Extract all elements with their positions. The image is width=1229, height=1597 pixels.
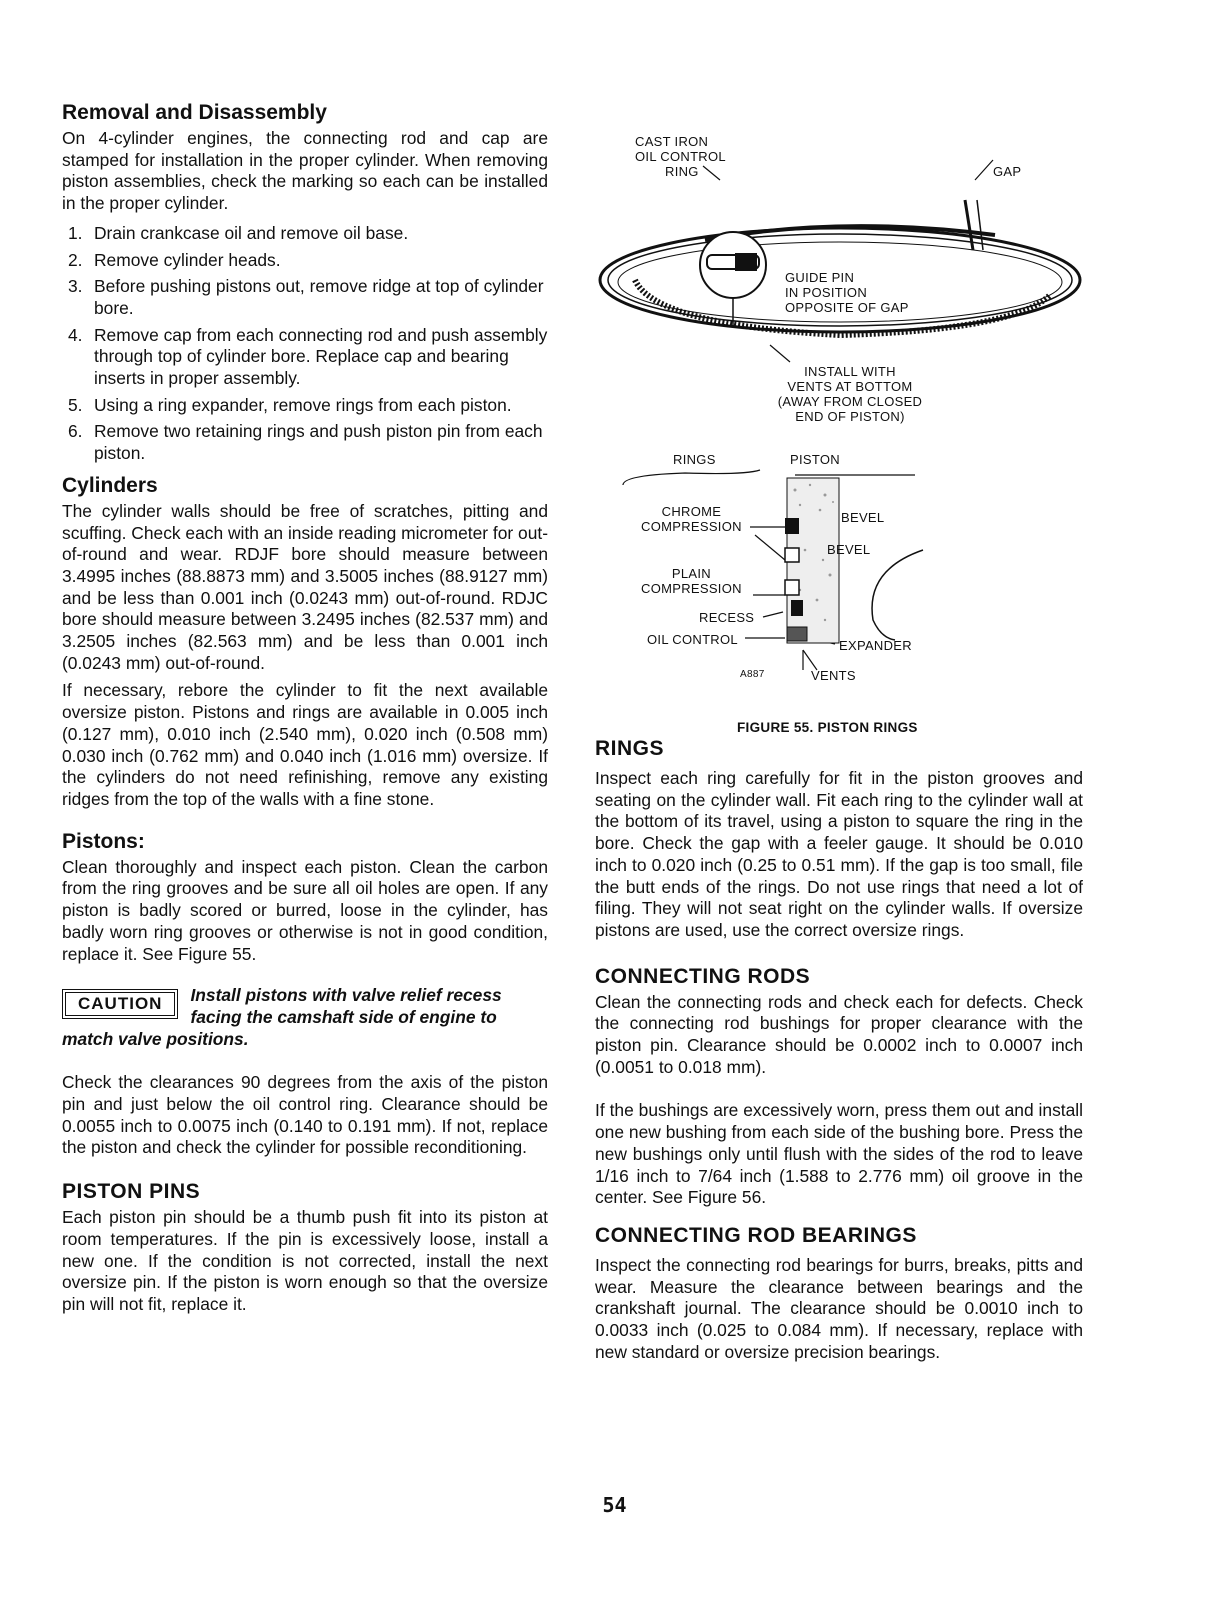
- pistons-paragraph-2: Check the clearances 90 degrees from the axis of the piston pin and just below the oil control ring. Clearance should be 0.0055 inch to 0.0075 inch (0.140 to 0.191 mm). If not, replace the piston and check the cylinder for possible reconditioning.: [62, 1072, 548, 1158]
- label-bevel-2: BEVEL: [827, 542, 871, 557]
- caution-text: Install pistons with valve relief recess facing the camshaft side of engine to match valve positions.: [62, 985, 502, 1049]
- connecting-rods-paragraph-2: If the bushings are excessively worn, press them out and install one new bushing from each side of the bushing bore. Press the new bushings only until flush with the sides of the rod to leave 1/16 inch to 7/64 inch (1.588 to 2.776 mm) oil groove in the center. See Figure 56.: [595, 1100, 1083, 1208]
- cylinders-heading: Cylinders: [62, 473, 158, 497]
- removal-heading: Removal and Disassembly: [62, 101, 327, 124]
- list-item: 6. Remove two retaining rings and push piston pin from each piston.: [68, 421, 543, 464]
- label-figure-code: A887: [740, 669, 765, 680]
- rings-paragraph: Inspect each ring carefully for fit in the piston grooves and seating on the cylinder wall. Fit each ring to the cylinder wall at the bottom of its travel, using a piston to square the ring in the bore. Check the gap with a feeler gauge. It should be 0.010 inch to 0.020 inch (0.25 to 0.51 mm). If the gap is too small, file the butt ends of the rings. Do not use rings that need a lot of filing. They will not seat right on the cylinder walls. If oversize pistons are used, use the correct oversize rings.: [595, 768, 1083, 940]
- removal-steps: [62, 223, 548, 465]
- cylinders-paragraph-1: The cylinder walls should be free of scratches, pitting and scuffing. Check each with an inside reading micrometer for out-of-round and wear. RDJF bore should measure between 3.4995 inches (88.8873 mm) and 3.5005 inches (88.9127 mm) and be less than 0.001 inch (0.0243 mm) out-of-round. RDJC bore should measure between 3.2495 inches (82.537 mm) and 3.2505 inches (82.563 mm) and be less than 0.001 inch (0.0243 mm) out-of-round.: [62, 500, 548, 673]
- label-bevel-1: BEVEL: [841, 510, 885, 525]
- figure-55: [595, 130, 1083, 750]
- rod-bearings-heading: CONNECTING ROD BEARINGS: [595, 1223, 917, 1247]
- pistons-paragraph-1: Clean thoroughly and inspect each piston. Clean the carbon from the ring grooves and be sure all oil holes are open. If any piston is badly scored or burred, loose in the cylinder, has badly worn ring grooves or otherwise is not in good condition, replace it. See Figure 55.: [62, 856, 548, 964]
- rings-heading: RINGS: [595, 737, 665, 760]
- piston-pins-heading: PISTON PINS: [62, 1180, 201, 1204]
- label-chrome-compression: CHROME COMPRESSION: [641, 504, 742, 534]
- left-column: [62, 100, 548, 1316]
- cylinders-paragraph-2: If necessary, rebore the cylinder to fit the next available oversize piston. Pistons and rings are available in 0.005 inch (0.127 mm), 0.010 inch (2.540 mm), 0.020 inch (0.508 mm) 0.030 inch (0.762 mm) and 0.040 inch (1.016 mm) oversize. If the cylinders do not need refinishing, remove any existing ridges from the top of the walls with a fine stone.: [62, 680, 548, 809]
- guide-pin-drawing: [700, 232, 766, 325]
- piston-rings-illustration: [595, 130, 1083, 750]
- right-text-flow: [595, 736, 1083, 1363]
- list-item: 4. Remove cap from each connecting rod and push assembly through top of cylinder bore. Replace cap and bearing inserts in proper assembly.: [68, 324, 548, 389]
- figure-caption: FIGURE 55. PISTON RINGS: [737, 720, 918, 735]
- piston-pins-paragraph: Each piston pin should be a thumb push fit into its piston at room temperatures. If the pin is excessively loose, install a new one. If the condition is not corrected, install the next oversize pin. If the piston is worn enough so that the oversize pin will not fit, replace it.: [62, 1207, 548, 1314]
- list-item: 5. Using a ring expander, remove rings from each piston.: [68, 394, 512, 415]
- list-item: 3. Before pushing pistons out, remove ridge at top of cylinder bore.: [68, 276, 544, 318]
- caution-block: [62, 985, 548, 1050]
- label-cast-iron: CAST IRON OIL CONTROL RING: [635, 134, 726, 179]
- label-gap: GAP: [993, 164, 1022, 179]
- removal-intro: On 4-cylinder engines, the connecting rod and cap are stamped for installation in the proper cylinder. When removing piston assemblies, check the marking so each can be installed in the proper cylinder.: [62, 128, 548, 214]
- label-recess: RECESS: [699, 610, 755, 625]
- label-install-vents: INSTALL WITH VENTS AT BOTTOM (AWAY FROM CLOSED END OF PISTON): [777, 364, 923, 424]
- right-column: [595, 130, 1083, 1362]
- label-oil-control: OIL CONTROL: [647, 632, 738, 647]
- label-expander: EXPANDER: [839, 638, 912, 653]
- page-number: 54: [602, 1493, 627, 1517]
- label-plain-compression: PLAIN COMPRESSION: [641, 566, 742, 596]
- rod-bearings-paragraph: Inspect the connecting rod bearings for burrs, breaks, pitts and wear. Measure the clearance between bearings and the crankshaft journal. The clearance should be 0.0010 inch to 0.0033 inch (0.025 to 0.084 mm). If necessary, replace with new standard or oversize precision bearings.: [595, 1254, 1083, 1362]
- label-piston: PISTON: [790, 452, 840, 467]
- connecting-rods-heading: CONNECTING RODS: [595, 964, 811, 988]
- label-vents: VENTS: [811, 668, 856, 683]
- label-guide-pin: GUIDE PIN IN POSITION OPPOSITE OF GAP: [785, 270, 909, 315]
- connecting-rods-paragraph-1: Clean the connecting rods and check each for defects. Check the connecting rod bushings for proper clearance with the piston pin. Clearance should be 0.0002 inch to 0.0007 inch (0.0051 to 0.018 mm).: [595, 991, 1083, 1077]
- piston-section-drawing: [785, 478, 923, 643]
- caution-badge: CAUTION: [62, 989, 178, 1019]
- label-rings: RINGS: [673, 452, 716, 467]
- list-item: 1. Drain crankcase oil and remove oil base.: [68, 222, 409, 243]
- list-item: 2. Remove cylinder heads.: [68, 249, 281, 270]
- pistons-heading: Pistons:: [62, 829, 145, 853]
